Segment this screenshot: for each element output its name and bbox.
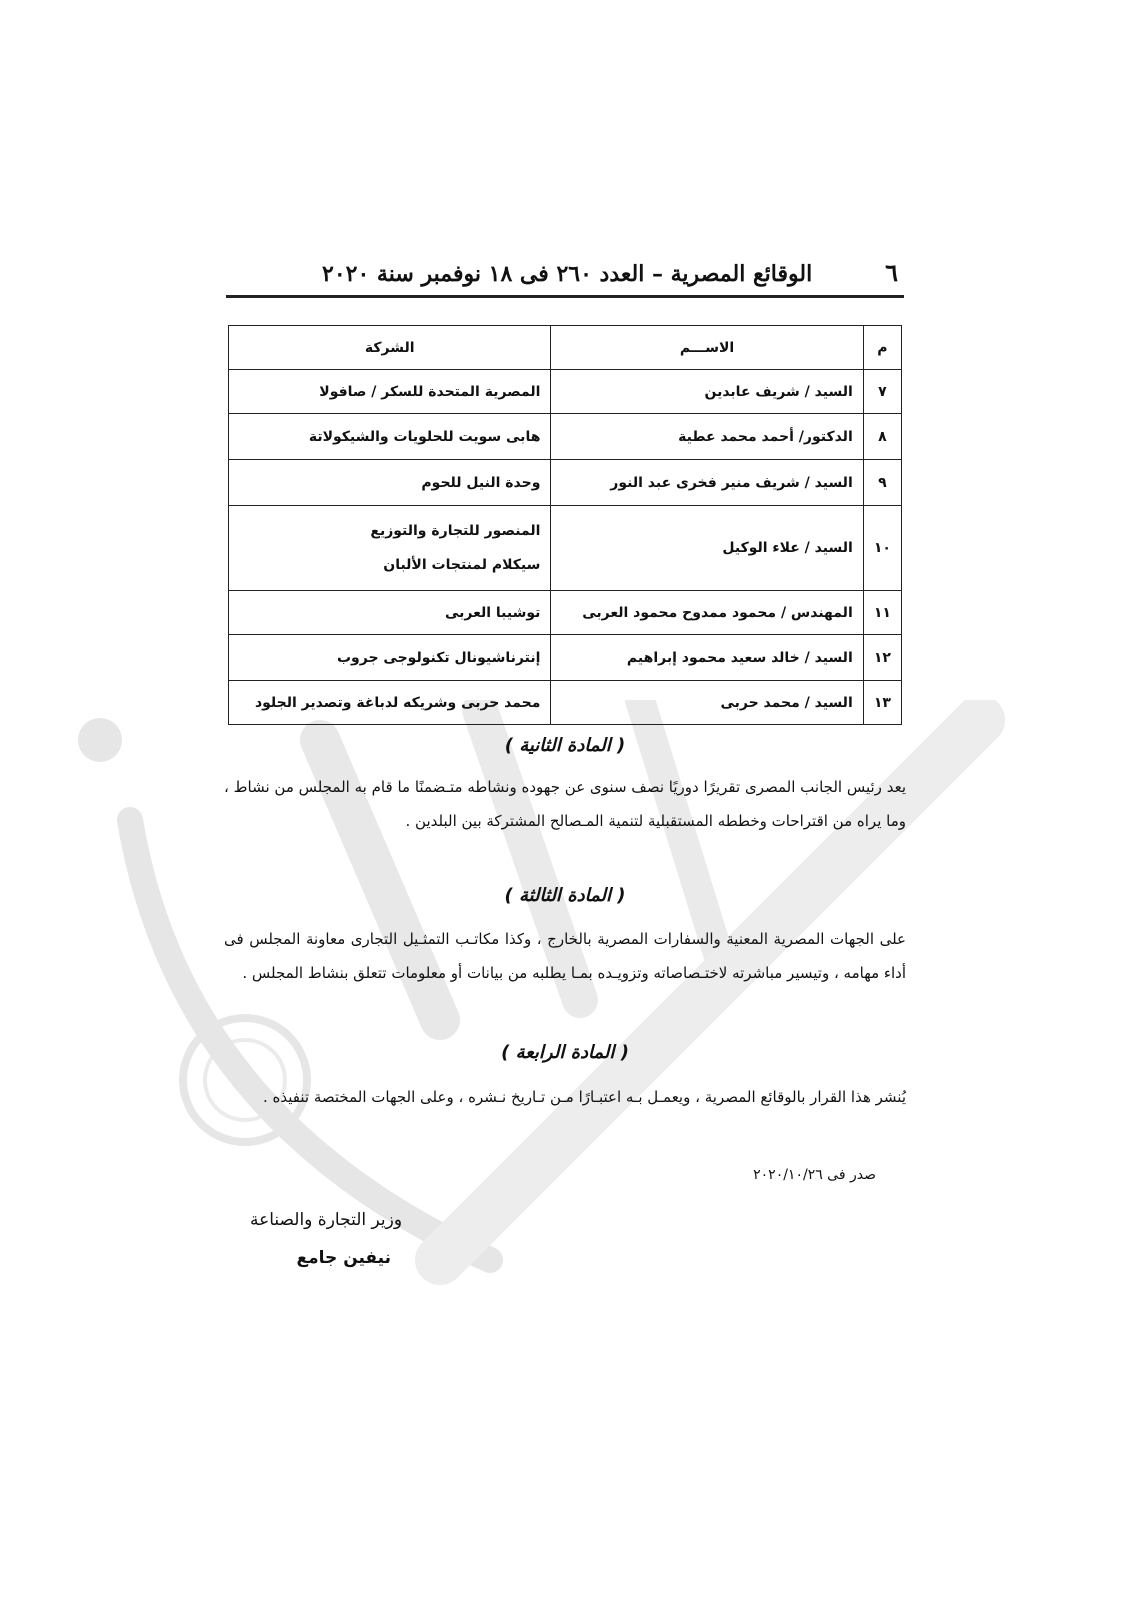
article-3-heading: ( المادة الثالثة )	[504, 885, 626, 906]
minister-name: نيفين جامع	[296, 1248, 391, 1268]
minister-title: وزير التجارة والصناعة	[249, 1210, 403, 1230]
member-name: السيد / شريف منير فخرى عبد النور	[551, 460, 863, 506]
member-name: السيد / شريف عابدين	[551, 370, 863, 414]
member-name: السيد / خالد سعيد محمود إبراهيم	[551, 635, 863, 681]
member-name: السيد / محمد حربى	[551, 681, 863, 725]
article-2-heading: ( المادة الثانية )	[504, 735, 626, 756]
column-header-number: م	[863, 326, 901, 370]
member-company	[229, 506, 551, 591]
article-4-text: يُنشر هذا القرار بالوقائع المصرية ، ويعمـل بـه اعتبـارًا مـن تـاريخ نـشره ، وعلى الجهات المختصة تنفيذه .	[262, 1088, 906, 1106]
row-number: ٩	[863, 460, 901, 506]
member-company: محمد حربى وشريكه لدباغة وتصدير الجلود	[229, 681, 551, 725]
table-row	[229, 681, 902, 725]
table-row	[229, 635, 902, 681]
member-company-line: المنصور للتجارة والتوزيع	[370, 523, 541, 539]
table-row	[229, 414, 902, 460]
members-table	[228, 325, 902, 725]
gazette-title: الوقائع المصرية – العدد ٢٦٠ فى ١٨ نوفمبر سنة ٢٠٢٠	[322, 261, 813, 287]
member-company: وحدة النيل للحوم	[229, 460, 551, 506]
member-name: السيد / علاء الوكيل	[551, 506, 863, 591]
page-header	[226, 258, 904, 298]
row-number: ١٢	[863, 635, 901, 681]
member-company: هابى سويت للحلويات والشيكولاتة	[229, 414, 551, 460]
table-row	[229, 591, 902, 635]
article-4-heading: ( المادة الرابعة )	[501, 1042, 629, 1063]
issue-date: صدر فى ٢٠٢٠/١٠/٢٦	[753, 1167, 876, 1183]
table-row	[229, 506, 902, 591]
row-number: ١٣	[863, 681, 901, 725]
row-number: ١١	[863, 591, 901, 635]
table-row	[229, 460, 902, 506]
member-company-line: سيكلام لمنتجات الألبان	[383, 557, 541, 573]
page-number: ٦	[885, 258, 898, 287]
member-company: توشيبا العربى	[229, 591, 551, 635]
member-name: الدكتور/ أحمد محمد عطية	[551, 414, 863, 460]
row-number: ١٠	[863, 506, 901, 591]
column-header-company: الشركة	[229, 326, 551, 370]
row-number: ٧	[863, 370, 901, 414]
article-2-text: يعد رئيس الجانب المصرى تقريرًا دوريًا نصف سنوى عن جهوده ونشاطه متـضمنًا ما قام به المجلس من نشاط ، وما يراه من اقتراحات وخططه المستقبلية لتنمية المـصالح المشتركة بين البلدين .	[224, 778, 906, 830]
table-header-row	[229, 326, 902, 370]
member-name: المهندس / محمود ممدوح محمود العربى	[551, 591, 863, 635]
row-number: ٨	[863, 414, 901, 460]
member-company: المصرية المتحدة للسكر / صافولا	[229, 370, 551, 414]
column-header-name: الاســـم	[551, 326, 863, 370]
watermark-dot	[78, 718, 122, 762]
table-row	[229, 370, 902, 414]
member-company: إنترناشيونال تكنولوجى جروب	[229, 635, 551, 681]
article-3-text: على الجهات المصرية المعنية والسفارات المصرية بالخارج ، وكذا مكاتـب التمثـيل التجارى معاونة المجلس فى أداء مهامه ، وتيسير مباشرته لاختـصاصاته وتزويـده بمـا يطلبه من بيانات أو معلومات تتعلق بنشاط المجلس .	[224, 930, 906, 982]
